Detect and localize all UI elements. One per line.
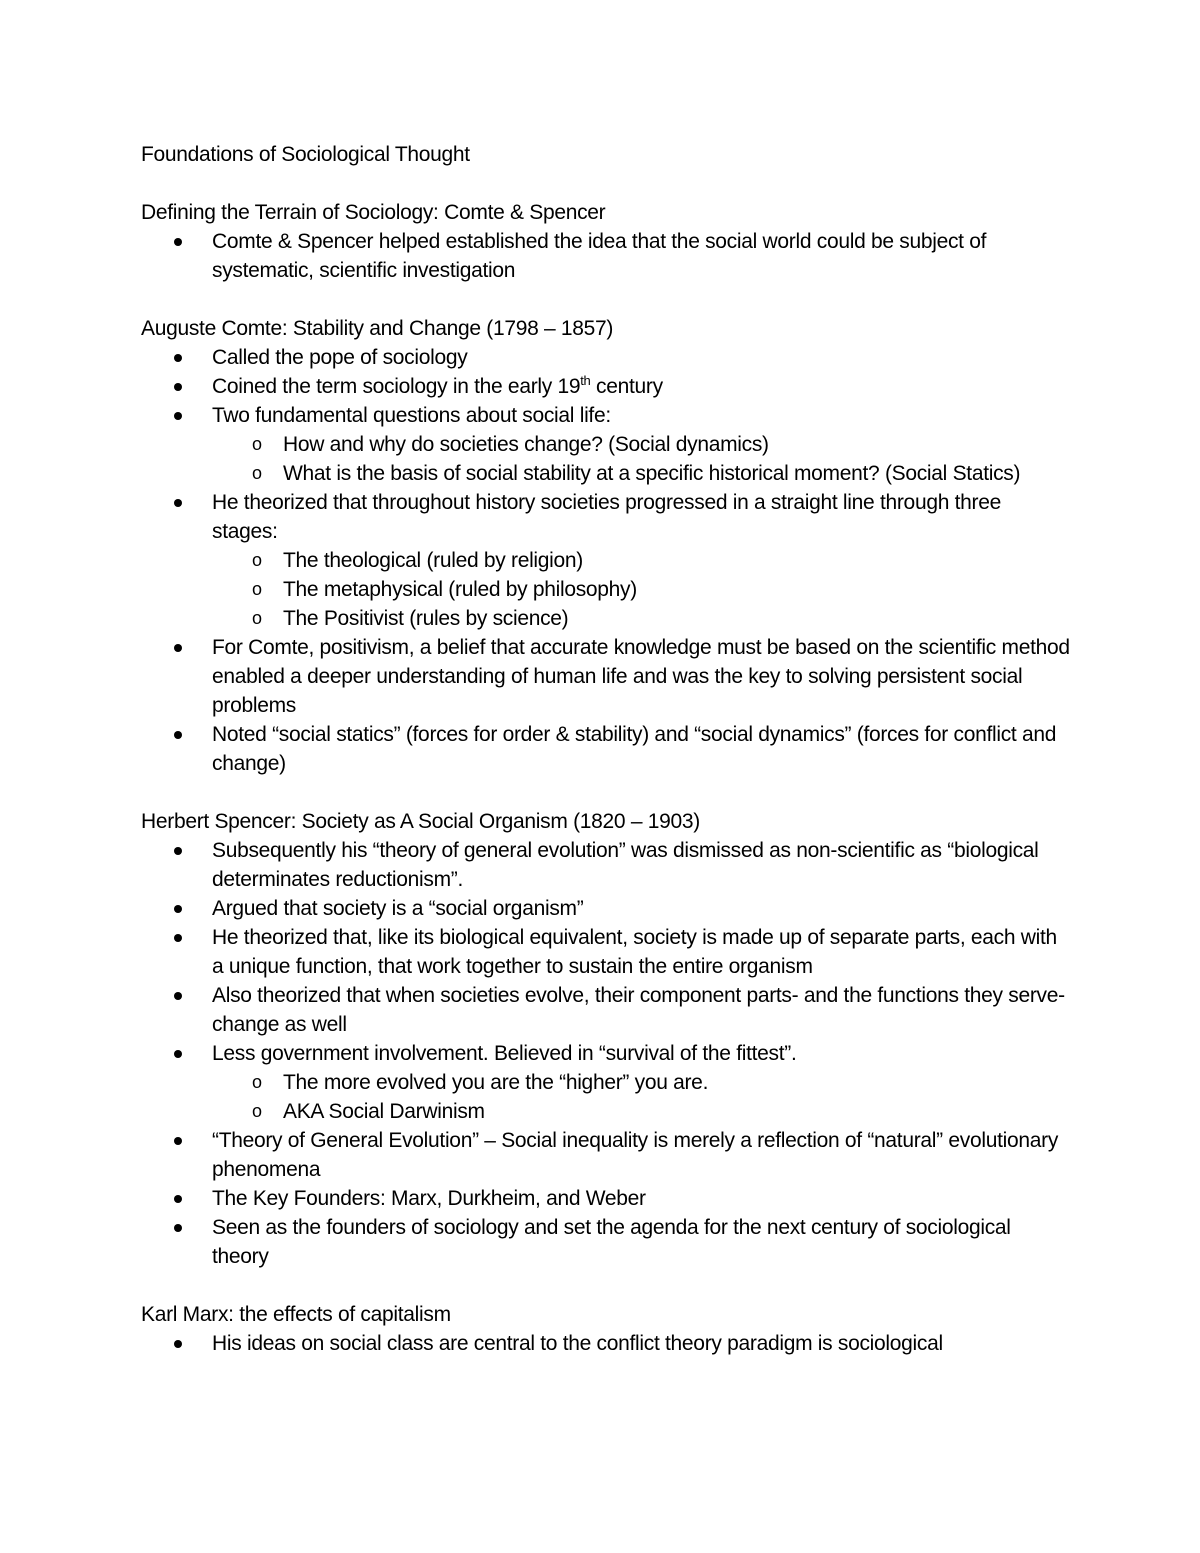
list-item-text: Noted “social statics” (forces for order & stability) and “social dynamics” (forces for conflict and change)	[212, 723, 1057, 775]
section-heading: Herbert Spencer: Society as A Social Organism (1820 – 1903)	[141, 810, 700, 833]
list-item-text: Argued that society is a “social organism”	[212, 897, 584, 920]
sub-list-item	[212, 604, 1071, 633]
circle-bullet-icon: o	[252, 579, 262, 599]
list-item	[141, 1184, 1071, 1213]
circle-bullet-icon: o	[252, 608, 262, 628]
list-item	[141, 488, 1071, 546]
circle-bullet-icon: o	[252, 550, 262, 570]
bullet-dot-icon	[174, 1340, 182, 1348]
list-item	[141, 1126, 1071, 1184]
bullet-dot-icon	[174, 847, 182, 855]
list-item-text: Subsequently his “theory of general evolution” was dismissed as non-scientific as “biological determinates reductionism”.	[212, 839, 1039, 891]
sub-list-item-text: AKA Social Darwinism	[283, 1100, 485, 1123]
bullet-dot-icon	[174, 992, 182, 1000]
sections-container	[141, 198, 1071, 1358]
sub-list-item-text: What is the basis of social stability at a specific historical moment? (Social Statics)	[283, 462, 1021, 485]
list-item-text-after: century	[590, 375, 663, 398]
list-item-text: Two fundamental questions about social life:	[212, 404, 611, 427]
bullet-dot-icon	[174, 934, 182, 942]
bullet-dot-icon	[174, 1224, 182, 1232]
list-item	[141, 836, 1071, 894]
sub-list-item-text: The Positivist (rules by science)	[283, 607, 569, 630]
list-item-text: Also theorized that when societies evolve, their component parts- and the functions they serve- change as well	[212, 984, 1065, 1036]
bullet-dot-icon	[174, 905, 182, 913]
sub-bullet-list	[141, 430, 1071, 488]
sub-bullet-list	[141, 546, 1071, 633]
list-item	[141, 227, 1071, 285]
bullet-dot-icon	[174, 731, 182, 739]
list-item	[141, 1039, 1071, 1068]
list-item	[141, 981, 1071, 1039]
bullet-list	[141, 1329, 1071, 1358]
list-item	[141, 372, 1071, 401]
section	[141, 198, 1071, 285]
sub-list-item	[212, 1068, 1071, 1097]
list-item-text: The Key Founders: Marx, Durkheim, and Weber	[212, 1187, 646, 1210]
sub-bullet-list	[141, 1068, 1071, 1126]
circle-bullet-icon: o	[252, 434, 262, 454]
superscript: th	[580, 373, 591, 388]
bullet-dot-icon	[174, 1050, 182, 1058]
list-item-text: Coined the term sociology in the early 19	[212, 375, 581, 398]
sub-list-item-text: The more evolved you are the “higher” you are.	[283, 1071, 709, 1094]
section	[141, 807, 1071, 1271]
list-item	[141, 720, 1071, 778]
sub-list-item	[212, 1097, 1071, 1126]
bullet-list	[141, 227, 1071, 285]
list-item	[141, 1329, 1071, 1358]
list-item-text: Seen as the founders of sociology and set the agenda for the next century of sociological theory	[212, 1216, 1011, 1268]
list-item	[141, 894, 1071, 923]
bullet-dot-icon	[174, 1137, 182, 1145]
list-item	[141, 923, 1071, 981]
list-item-text: Less government involvement. Believed in “survival of the fittest”.	[212, 1042, 797, 1065]
bullet-dot-icon	[174, 238, 182, 246]
list-item-text: Comte & Spencer helped established the idea that the social world could be subject of systematic, scientific investigation	[212, 230, 987, 282]
bullet-dot-icon	[174, 1195, 182, 1203]
bullet-dot-icon	[174, 354, 182, 362]
bullet-dot-icon	[174, 499, 182, 507]
list-item	[141, 401, 1071, 430]
bullet-list	[141, 836, 1071, 1271]
list-item	[141, 343, 1071, 372]
sub-list-item-text: The metaphysical (ruled by philosophy)	[283, 578, 637, 601]
section-heading: Auguste Comte: Stability and Change (1798 – 1857)	[141, 317, 614, 340]
circle-bullet-icon: o	[252, 1072, 262, 1092]
sub-list-item	[212, 459, 1071, 488]
document-title: Foundations of Sociological Thought	[141, 143, 470, 166]
list-item-text: Called the pope of sociology	[212, 346, 468, 369]
list-item-text: His ideas on social class are central to the conflict theory paradigm is sociological	[212, 1332, 943, 1355]
list-item-text: He theorized that throughout history societies progressed in a straight line through three stages:	[212, 491, 1001, 543]
sub-list-item-text: How and why do societies change? (Social dynamics)	[283, 433, 769, 456]
section-heading: Karl Marx: the effects of capitalism	[141, 1303, 451, 1326]
sub-list-item	[212, 546, 1071, 575]
bullet-dot-icon	[174, 644, 182, 652]
circle-bullet-icon: o	[252, 463, 262, 483]
sub-list-item	[212, 430, 1071, 459]
list-item-text: He theorized that, like its biological equivalent, society is made up of separate parts, each with a unique function, that work together to sustain the entire organism	[212, 926, 1057, 978]
bullet-dot-icon	[174, 412, 182, 420]
list-item	[141, 633, 1071, 720]
section	[141, 1300, 1071, 1358]
list-item-text: “Theory of General Evolution” – Social inequality is merely a reflection of “natural” evolutionary phenomena	[212, 1129, 1059, 1181]
document-body	[141, 140, 1071, 1387]
section-heading: Defining the Terrain of Sociology: Comte & Spencer	[141, 201, 606, 224]
sub-list-item	[212, 575, 1071, 604]
list-item-text: For Comte, positivism, a belief that accurate knowledge must be based on the scientific method enabled a deeper understanding of human life and was the key to solving persistent social problems	[212, 636, 1070, 717]
bullet-dot-icon	[174, 383, 182, 391]
section	[141, 314, 1071, 778]
circle-bullet-icon: o	[252, 1101, 262, 1121]
sub-list-item-text: The theological (ruled by religion)	[283, 549, 583, 572]
list-item	[141, 1213, 1071, 1271]
bullet-list	[141, 343, 1071, 778]
